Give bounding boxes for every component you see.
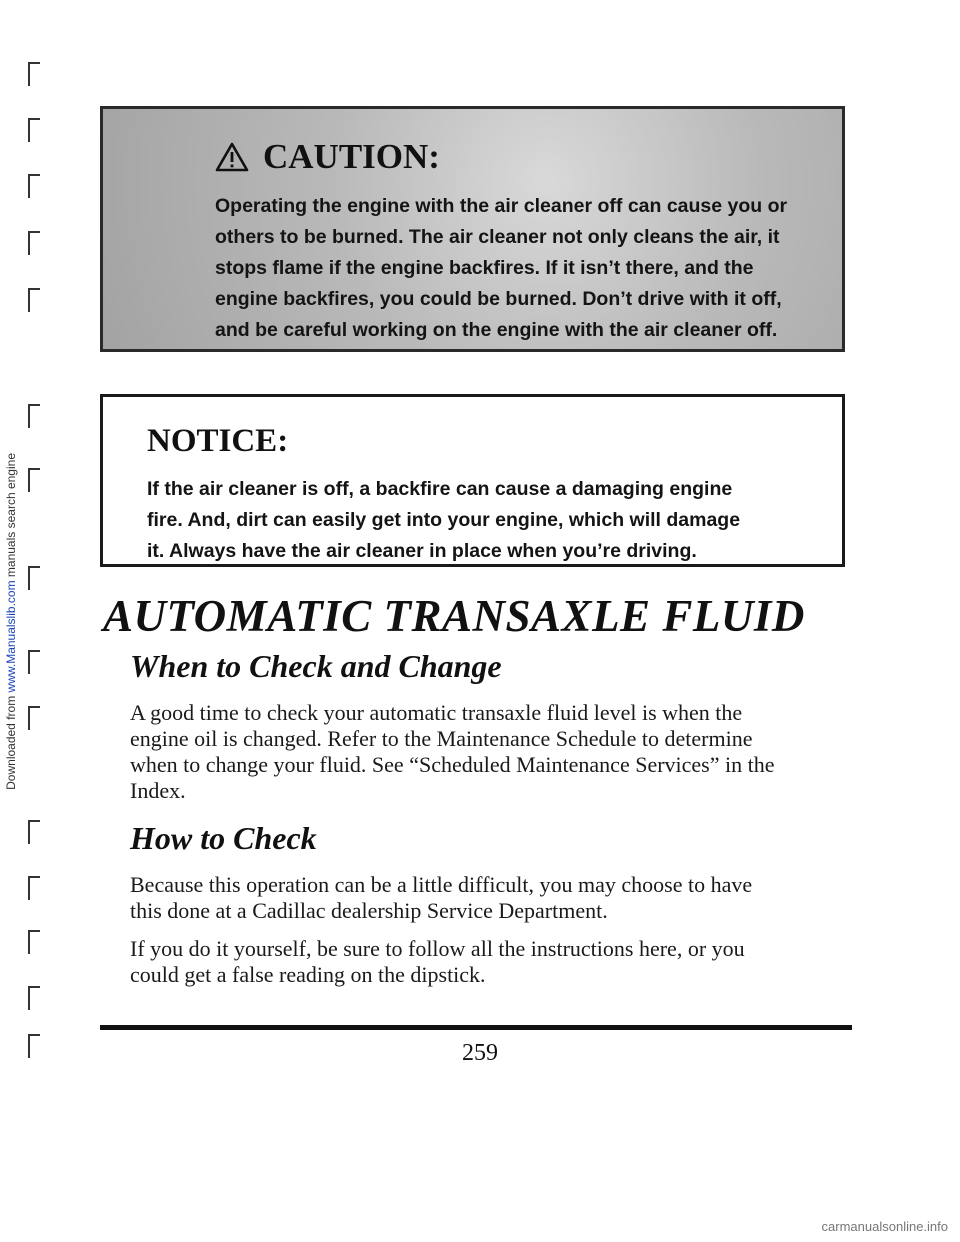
notice-text [147, 474, 812, 567]
manualslib-link[interactable]: www.Manualslib.com [4, 579, 18, 693]
binding-mark [28, 876, 40, 900]
page-number: 259 [462, 1040, 498, 1066]
how-to-check-paragraph-1 [130, 872, 840, 924]
banner-prefix: Downloaded from [4, 692, 18, 790]
binding-mark [28, 650, 40, 674]
watermark: carmanualsonline.info [821, 1219, 948, 1234]
paragraph-line: could get a false reading on the dipstick. [130, 962, 486, 987]
paragraph-line: engine oil is changed. Refer to the Maintenance Schedule to determine [130, 726, 753, 751]
caution-line: engine backfires, you could be burned. Don’t drive with it off, [215, 288, 782, 310]
banner-suffix: manuals search engine [4, 452, 18, 580]
paragraph-line: Because this operation can be a little difficult, you may choose to have [130, 872, 753, 897]
caution-box [100, 106, 845, 352]
footer-rule [100, 1025, 852, 1030]
warning-triangle-icon [215, 142, 249, 172]
binding-mark [28, 404, 40, 428]
binding-mark [28, 706, 40, 730]
how-to-check-paragraph-2 [130, 936, 840, 988]
when-to-check-heading: When to Check and Change [130, 648, 502, 684]
notice-box [100, 394, 845, 567]
caution-text [215, 191, 808, 346]
paragraph-line: when to change your fluid. See “Scheduled Maintenance Services” in the [130, 752, 775, 777]
binding-mark [28, 468, 40, 492]
binding-mark [28, 566, 40, 590]
paragraph-line: this done at a Cadillac dealership Service Department. [130, 898, 608, 923]
caution-line: and be careful working on the engine with the air cleaner off. [215, 319, 778, 341]
paragraph-line: If you do it yourself, be sure to follow all the instructions here, or you [130, 936, 745, 961]
binding-mark [28, 986, 40, 1010]
binding-mark [28, 174, 40, 198]
section-title: AUTOMATIC TRANSAXLE FLUID [103, 591, 805, 641]
binding-mark [28, 820, 40, 844]
when-to-check-paragraph [130, 700, 840, 804]
caution-line: stops flame if the engine backfires. If it isn’t there, and the [215, 257, 754, 279]
paragraph-line: A good time to check your automatic transaxle fluid level is when the [130, 700, 743, 725]
caution-line: Operating the engine with the air cleaner off can cause you or [215, 195, 788, 217]
notice-title: NOTICE: [147, 423, 289, 459]
how-to-check-heading: How to Check [130, 820, 317, 856]
notice-line: fire. And, dirt can easily get into your engine, which will damage [147, 509, 741, 531]
caution-title: CAUTION: [263, 137, 440, 176]
binding-mark [28, 118, 40, 142]
binding-mark [28, 930, 40, 954]
notice-line: If the air cleaner is off, a backfire can cause a damaging engine [147, 478, 733, 500]
caution-line: others to be burned. The air cleaner not only cleans the air, it [215, 226, 780, 248]
paragraph-line: Index. [130, 778, 186, 803]
binding-mark [28, 288, 40, 312]
binding-mark [28, 231, 40, 255]
binding-mark [28, 62, 40, 86]
notice-line: it. Always have the air cleaner in place when you’re driving. [147, 540, 697, 562]
